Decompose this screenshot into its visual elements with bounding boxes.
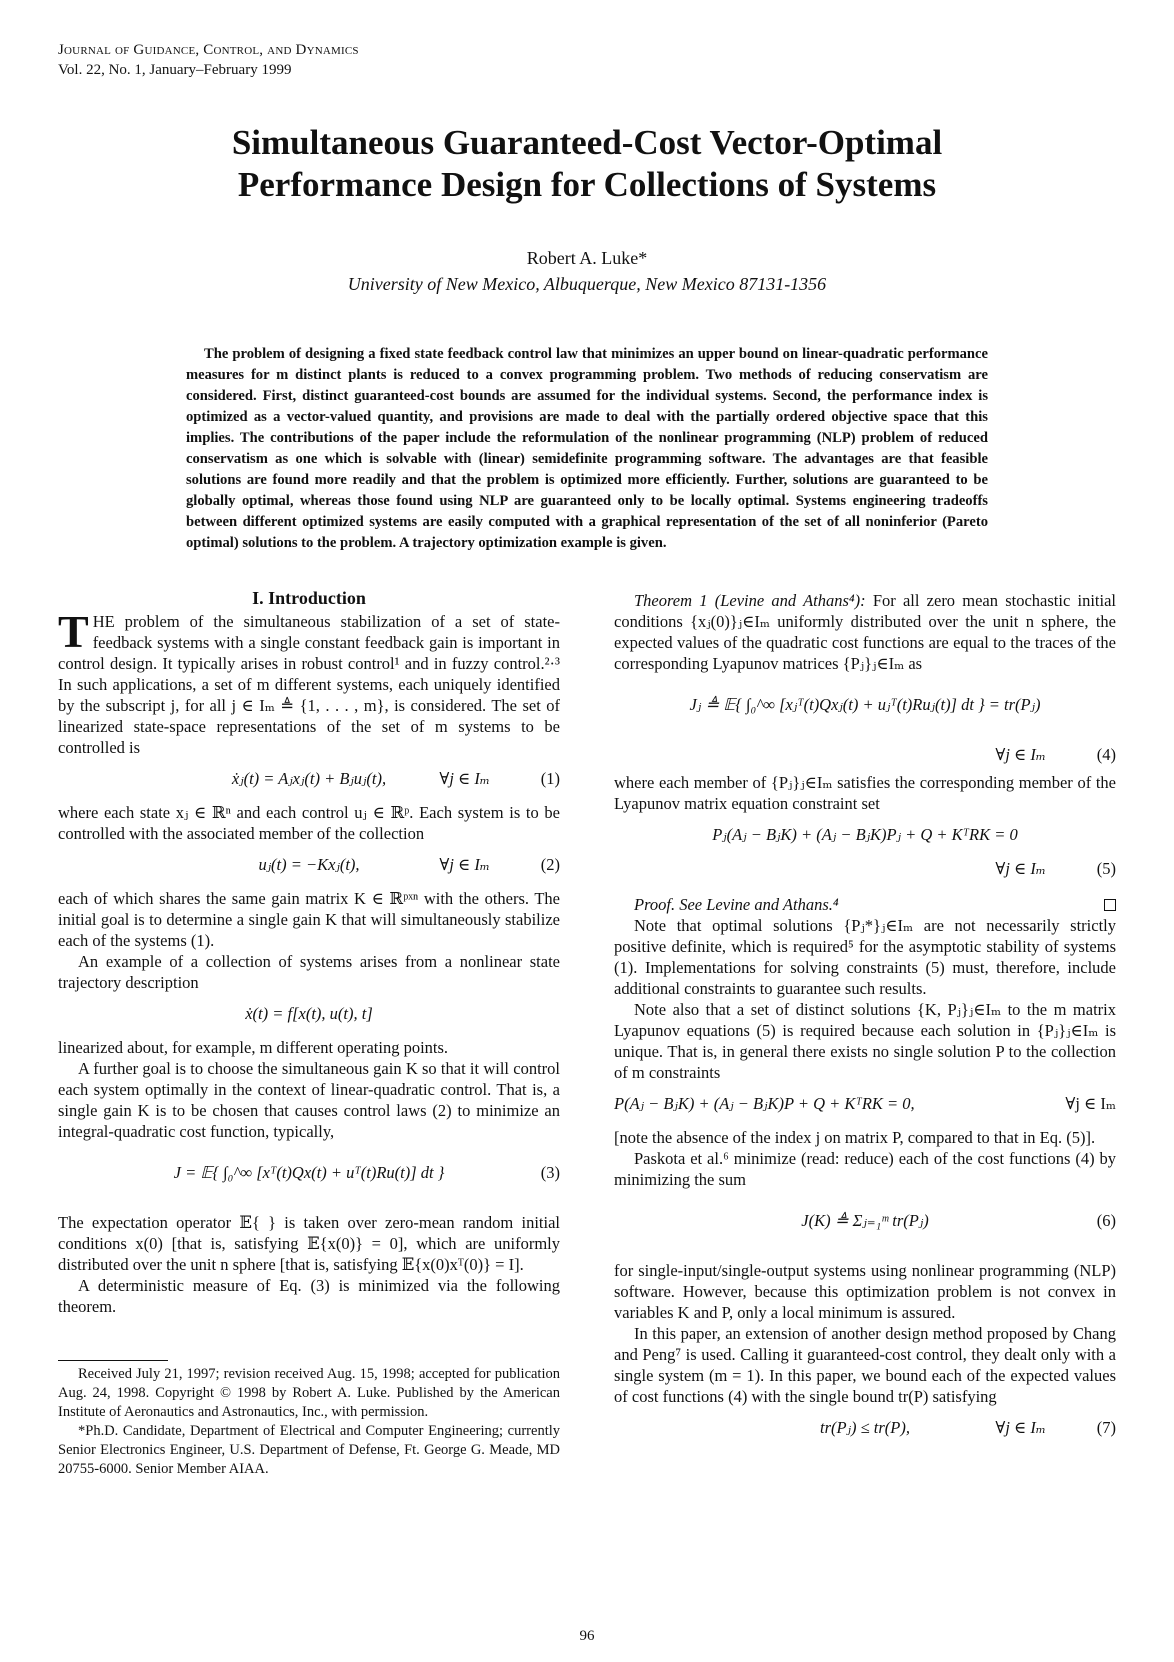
equation-p-condition: ∀j ∈ Iₘ <box>1065 1094 1116 1113</box>
equation-1-number: (1) <box>540 769 560 788</box>
author: Robert A. Luke* <box>526 248 648 268</box>
footnote-received: Received July 21, 1997; revision received Aug. 15, 1998; accepted for publication Aug. 24, 1998. Copyright © 1998 by Robert A. Luke. Published by the American Institute of Aeronautics and Astronautics, Inc., with permission. <box>58 1366 560 1420</box>
paper-title <box>0 122 1174 206</box>
journal-header <box>58 40 359 80</box>
theorem-1 <box>614 590 1116 674</box>
proof-text: Proof. See Levine and Athans.⁴ <box>634 895 839 914</box>
left-column <box>58 588 560 1317</box>
journal-name: Journal of Guidance, Control, and Dynamics <box>58 42 359 58</box>
equation-7-condition: ∀j ∈ Iₘ <box>995 1418 1046 1437</box>
equation-2-number: (2) <box>540 855 560 874</box>
equation-3-body: J = 𝔼{ ∫₀^∞ [xᵀ(t)Qx(t) + uᵀ(t)Ru(t)] dt } <box>173 1163 445 1182</box>
paragraph: A deterministic measure of Eq. (3) is minimized via the following theorem. <box>58 1276 560 1316</box>
section-heading: I. Introduction <box>252 588 366 608</box>
paragraph: for single-input/single-output systems using nonlinear programming (NLP) software. However, because this optimization problem is not convex in variables K and P, only a local minimum is assured. <box>614 1261 1116 1322</box>
proof <box>614 894 1116 915</box>
equation-4-line2 <box>614 744 1116 772</box>
right-column <box>614 590 1116 1451</box>
equation-4-body: Jⱼ ≜ 𝔼{ ∫₀^∞ [xⱼᵀ(t)Qxⱼ(t) + uⱼᵀ(t)Ruⱼ(t)] dt } = tr(Pⱼ) <box>689 695 1041 714</box>
footnote-author: *Ph.D. Candidate, Department of Electrical and Computer Engineering; currently Senior Electronics Engineer, U.S. Department of Defense, Ft. George G. Meade, MD 20755-6000. Senior Member AIAA. <box>58 1423 560 1477</box>
equation-2 <box>58 844 560 888</box>
equation-7-body: tr(Pⱼ) ≤ tr(P), <box>820 1418 910 1437</box>
equation-p <box>614 1083 1116 1127</box>
paragraph: where each state xⱼ ∈ ℝⁿ and each control uⱼ ∈ ℝᵖ. Each system is to be controlled with the associated member of the collection <box>58 803 560 843</box>
paragraph: Note also that a set of distinct solutions {K, Pⱼ}ⱼ∈Iₘ to the m matrix Lyapunov equations (5) is required because each solution in {Pⱼ}ⱼ∈Iₘ is unique. That is, in general there exists no single solution P to the collection of m constraints <box>614 1000 1116 1082</box>
equation-5-body: Pⱼ(Aⱼ − BⱼK) + (Aⱼ − BⱼK)Pⱼ + Q + KᵀRK = 0 <box>712 825 1018 844</box>
affiliation: University of New Mexico, Albuquerque, New Mexico 87131-1356 <box>347 274 827 294</box>
footnote-rule <box>58 1360 168 1361</box>
equation-6 <box>614 1190 1116 1260</box>
intro-paragraph <box>58 606 560 758</box>
footnotes <box>58 1360 560 1479</box>
paragraph: where each member of {Pⱼ}ⱼ∈Iₘ satisfies the corresponding member of the Lyapunov matrix equation constraint set <box>614 773 1116 813</box>
equation-state <box>58 993 560 1037</box>
theorem-heading: Theorem 1 (Levine and Athans⁴): <box>634 591 866 610</box>
paragraph: linearized about, for example, m different operating points. <box>58 1038 449 1057</box>
equation-3-number: (3) <box>540 1163 560 1182</box>
theorem-text: For all zero mean stochastic initial conditions {xⱼ(0)}ⱼ∈Iₘ uniformly distributed over the unit n sphere, the expected values of the quadratic cost functions are equal to the traces of the corresponding Lyapunov matrices {Pⱼ}ⱼ∈Iₘ as <box>614 591 1116 673</box>
paragraph: A further goal is to choose the simultaneous gain K so that it will control each system optimally in the context of linear-quadratic control. That is, a single gain K is to be chosen that causes control laws (2) to minimize an integral-quadratic cost function, typically, <box>58 1059 560 1141</box>
equation-5-number: (5) <box>1096 859 1116 878</box>
equation-5-condition: ∀j ∈ Iₘ <box>995 859 1046 878</box>
equation-3 <box>58 1142 560 1212</box>
equation-5-line2 <box>614 858 1116 894</box>
equation-6-body: J(K) ≜ Σⱼ₌₁ᵐ tr(Pⱼ) <box>801 1211 929 1230</box>
paragraph: Paskota et al.⁶ minimize (read: reduce) each of the cost functions (4) by minimizing the sum <box>614 1149 1116 1189</box>
equation-2-body: uⱼ(t) = −Kxⱼ(t), <box>258 855 360 874</box>
paragraph: The expectation operator 𝔼{ } is taken over zero-mean random initial conditions x(0) [that is, satisfying 𝔼{x(0)} = 0], which are uniformly distributed over the unit n sphere [that is, satisfying 𝔼{x(0)xᵀ(0)} = I]. <box>58 1213 560 1274</box>
paragraph: An example of a collection of systems arises from a nonlinear state trajectory description <box>58 952 560 992</box>
equation-2-condition: ∀j ∈ Iₘ <box>439 855 490 874</box>
equation-5 <box>614 814 1116 858</box>
paragraph: [note the absence of the index j on matrix P, compared to that in Eq. (5)]. <box>614 1128 1096 1147</box>
equation-4-condition: ∀j ∈ Iₘ <box>995 745 1046 764</box>
equation-state-body: ẋ(t) = f[x(t), u(t), t] <box>245 1004 373 1023</box>
paragraph: Note that optimal solutions {Pⱼ*}ⱼ∈Iₘ are not necessarily strictly positive definite, which is required⁵ for the asymptotic stability of systems (1). Implementations for solving constraints (5) must, therefore, include additional constraints to guarantee such results. <box>614 916 1116 998</box>
equation-1-body: ẋⱼ(t) = Aⱼxⱼ(t) + Bⱼuⱼ(t), <box>231 769 387 788</box>
title-line-2: Performance Design for Collections of Systems <box>237 165 937 204</box>
equation-1 <box>58 758 560 802</box>
abstract: The problem of designing a fixed state feedback control law that minimizes an upper bound on linear-quadratic performance measures for m distinct plants is reduced to a convex programming problem. Two methods of reducing conservatism are considered. First, distinct guaranteed-cost bounds are assumed for the individual systems. Second, the performance index is optimized as a vector-valued quantity, and provisions are made to deal with the partially ordered objective space that this implies. The contributions of the paper include the reformulation of the nonlinear programming (NLP) problem of reduced conservatism as one which is solvable with (linear) semidefinite programming software. The advantages are that feasible solutions are found more readily and that the problem is optimized more efficiently. Further, solutions are guaranteed to be globally optimal, whereas those found using NLP are guaranteed only to be locally optimal. Systems engineering tradeoffs between different optimized systems are easily computed with a graphical representation of the set of all noninferior (Pareto optimal) solutions to the problem. A trajectory optimization example is given. <box>186 346 988 551</box>
paragraph: In this paper, an extension of another design method proposed by Chang and Peng⁷ is used. Calling it guaranteed-cost control, they dealt only with a single system (m = 1). In this paper, we bound each of the expected values of cost functions (4) with the single bound tr(P) satisfying <box>614 1324 1116 1406</box>
equation-7 <box>614 1407 1116 1451</box>
drop-cap: T <box>58 606 89 657</box>
equation-1-condition: ∀j ∈ Iₘ <box>439 769 490 788</box>
page-number: 96 <box>579 1628 595 1644</box>
title-line-1: Simultaneous Guaranteed-Cost Vector-Optimal <box>231 123 943 162</box>
equation-4 <box>614 674 1116 744</box>
equation-7-number: (7) <box>1096 1418 1116 1437</box>
equation-6-number: (6) <box>1096 1211 1116 1230</box>
paragraph: each of which shares the same gain matrix K ∈ ℝᵖˣⁿ with the others. The initial goal is to determine a single gain K that will simultaneously stabilize each of the systems (1). <box>58 889 560 950</box>
equation-p-body: P(Aⱼ − BⱼK) + (Aⱼ − BⱼK)P + Q + KᵀRK = 0, <box>614 1094 915 1113</box>
qed-box-icon <box>1104 899 1116 911</box>
equation-4-number: (4) <box>1096 745 1116 764</box>
intro-text: HE problem of the simultaneous stabilization of a set of state-feedback systems with a single constant feedback gain is important in control design. It typically arises in robust control¹ and in fuzzy control.²·³ In such applications, a set of m different systems, each uniquely identified by the subscript j, for all j ∈ Iₘ ≜ {1, . . . , m}, is considered. The set of linearized state-space representations of the set of m systems to be controlled is <box>58 612 560 757</box>
journal-volume: Vol. 22, No. 1, January–February 1999 <box>58 62 292 78</box>
